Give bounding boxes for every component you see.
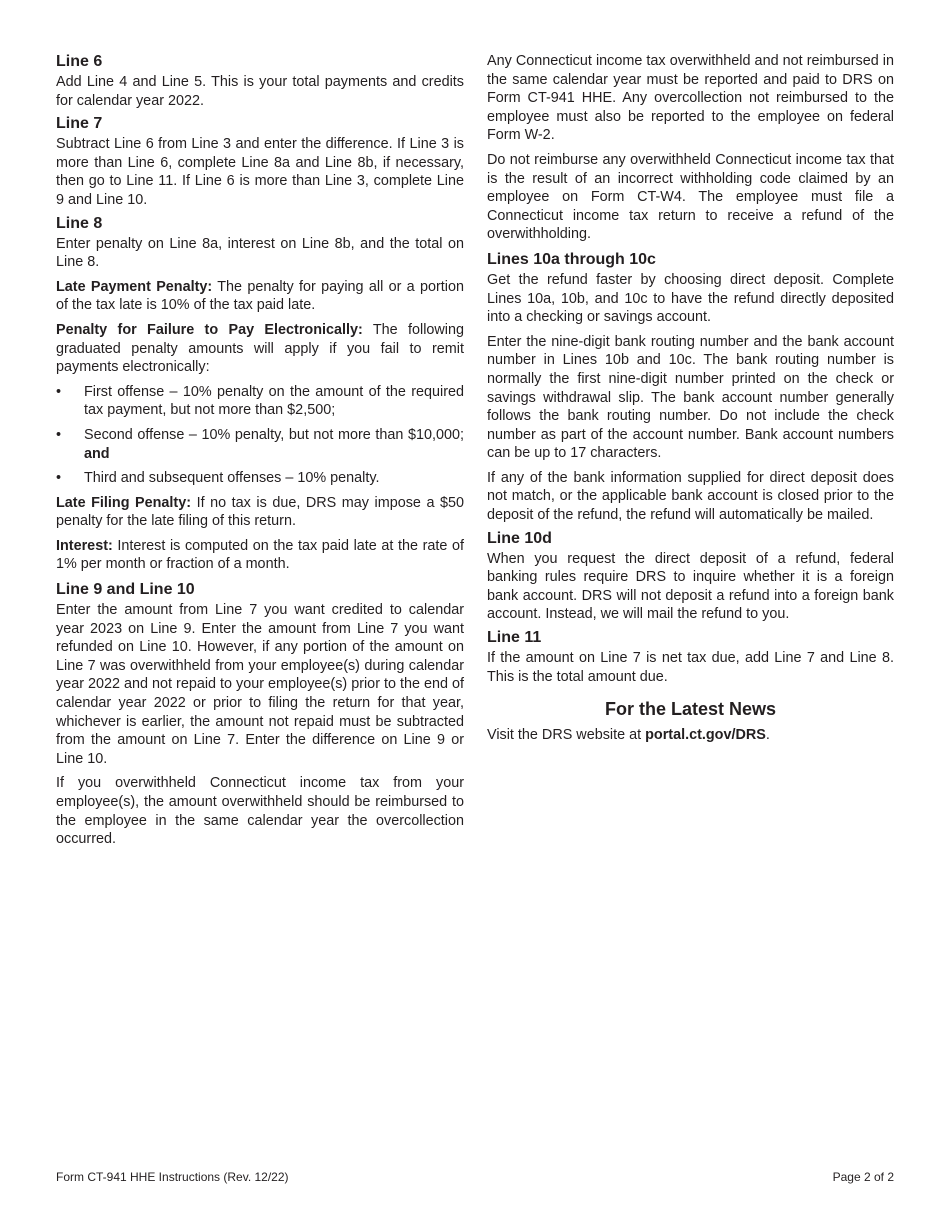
list-item (56, 426, 464, 463)
list-item (56, 469, 464, 488)
late-payment-text: The penalty for paying all or a portion of the tax late is 10% of the tax paid late. (56, 278, 464, 314)
list-item (56, 383, 464, 420)
latest-news-prefix: Visit the DRS website at (487, 727, 646, 744)
line11-text: If the amount on Line 7 is net tax due, add Line 7 and Line 8. This is the total amount due. (487, 650, 894, 685)
interest-paragraph (56, 537, 464, 574)
list-item-and: and (84, 445, 110, 462)
latest-news-suffix: . (765, 727, 770, 744)
line9-10-text2: If you overwithheld Connecticut income tax from your employee(s), the amount overwithheld should be reimbursed to the employee in the same calendar year the overcollection occurred. (56, 775, 464, 848)
penalty-list (56, 383, 464, 488)
line9-10-text: Enter the amount from Line 7 you want credited to calendar year 2023 on Line 9. Enter the amount from Line 7 you want refunded on Line 10. However, if any portion of the amount on Line 7 was overwithheld from your employee(s) during calendar year 2022 and not repaid to your employee(s) prior to the end of calendar year 2022 or prior to filing the return for that year, whichever is earlier, the amount not repaid must be subtracted from the amount on Line 7. Enter the difference on Line 9 or Line 10. (56, 602, 464, 767)
lines10a-10c-text1: Get the refund faster by choosing direct deposit. Complete Lines 10a, 10b, and 10c to have the refund directly deposited into a checking or savings account. (487, 271, 894, 326)
late-payment-label: Late Payment Penalty: (56, 278, 213, 295)
line10d-text: When you request the direct deposit of a refund, federal banking rules require DRS to inquire whether it is a foreign bank account. DRS will not deposit a refund into a foreign bank account. Instead, we will mail the refund to you. (487, 550, 894, 623)
late-filing-label: Late Filing Penalty: (56, 494, 192, 511)
line9-10-heading: Line 9 and Line 10 (56, 581, 195, 599)
lines10a-10c-heading: Lines 10a through 10c (487, 250, 656, 268)
list-item-text: First offense – 10% penalty on the amount of the required tax payment, but not more than $2,500; (84, 383, 464, 419)
overwithheld-paragraph-1: Any Connecticut income tax overwithheld and not reimbursed in the same calendar year must be reported and paid to DRS on Form CT-941 HHE. Any overcollection not reimbursed to the employee must also be reported to the employee on federal Form W-2. (487, 53, 894, 144)
late-filing-penalty (56, 494, 464, 531)
list-item-text: Second offense – 10% penalty, but not more than $10,000; (84, 426, 464, 443)
line7-text: Subtract Line 6 from Line 3 and enter the difference. If Line 3 is more than Line 6, complete Line 8a and Line 8b, if necessary, then go to Line 11. If Line 6 is more than Line 3, complete Line 9 and Line 10. (56, 136, 464, 208)
overwithheld-paragraph-2: Do not reimburse any overwithheld Connecticut income tax that is the result of an incorrect withholding code claimed by an employee on Form CT-W4. The employee must file a Connecticut income tax return to receive a refund of the overwithholding. (487, 151, 894, 243)
footer-form-id: Form CT-941 HHE Instructions (Rev. 12/22) (56, 1170, 289, 1184)
late-payment-penalty (56, 278, 464, 315)
failure-electronic-penalty (56, 321, 464, 377)
line11-heading: Line 11 (487, 629, 542, 647)
bullet-icon: • (56, 470, 62, 487)
interest-label: Interest: (56, 537, 113, 554)
lines10a-10c-text3: If any of the bank information supplied for direct deposit does not match, or the applicable bank account is closed prior to the deposit of the refund, the refund will automatically be mailed. (487, 469, 894, 524)
bullet-icon: • (56, 426, 62, 443)
line6-text: Add Line 4 and Line 5. This is your total payments and credits for calendar year 2022. (56, 74, 464, 109)
latest-news-heading: For the Latest News (604, 699, 777, 720)
line8-text: Enter penalty on Line 8a, interest on Line 8b, and the total on Line 8. (56, 235, 464, 271)
right-column (487, 52, 894, 751)
drs-website-link[interactable]: portal.ct.gov/DRS (645, 727, 766, 744)
lines10a-10c-text2: Enter the nine-digit bank routing number and the bank account number in Lines 10b and 10c. The bank routing number is normally the first nine-digit number printed on the check or savings withdrawal slip. The bank account number generally follows the bank routing number. Do not include the check number as part of the account number. Bank account numbers can be up to 17 characters. (487, 333, 894, 462)
failure-electronic-label: Penalty for Failure to Pay Electronically: (56, 321, 363, 338)
list-item-text: Third and subsequent offenses – 10% penalty. (84, 470, 380, 487)
failure-electronic-text: The following graduated penalty amounts will apply if you fail to remit payments electronically: (56, 321, 464, 376)
late-filing-text: If no tax is due, DRS may impose a $50 penalty for the late filing of this return. (56, 494, 465, 530)
line6-heading: Line 6 (56, 53, 103, 70)
line8-heading: Line 8 (56, 214, 103, 232)
bullet-icon: • (56, 383, 62, 400)
line10d-heading: Line 10d (487, 529, 552, 547)
line7-heading: Line 7 (56, 115, 103, 133)
latest-news-text (487, 726, 894, 745)
footer-page-number: Page 2 of 2 (832, 1170, 894, 1184)
interest-text: Interest is computed on the tax paid late at the rate of 1% per month or fraction of a month. (56, 537, 464, 573)
left-column (56, 52, 464, 855)
